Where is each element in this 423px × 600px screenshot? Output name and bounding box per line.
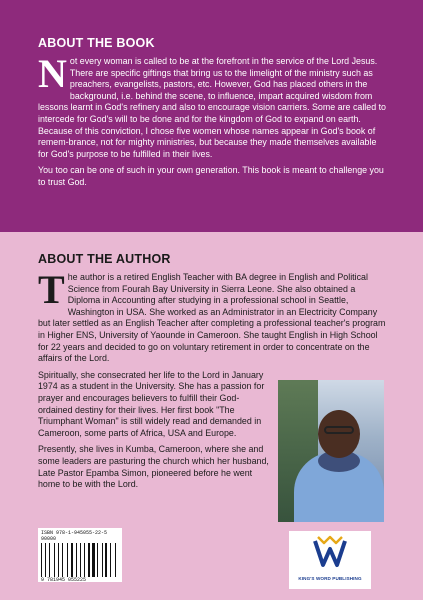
barcode-bar [82, 543, 83, 577]
barcode-bar [99, 543, 101, 577]
author-photo [278, 380, 384, 522]
barcode-bar [69, 543, 70, 577]
barcode-bar [96, 543, 97, 577]
barcode-bar [85, 543, 87, 577]
barcode-bar [49, 543, 50, 577]
publisher-name: KING'S WORD PUBLISHING [298, 576, 362, 581]
about-book-paragraph-1 [38, 51, 389, 160]
barcode-bar [71, 543, 73, 577]
about-book-paragraph-2: You too can be one of such in your own generation. This book is meant to challenge you to trust God. [38, 165, 384, 187]
barcode-bar [92, 543, 94, 577]
barcode-bar [74, 543, 75, 577]
barcode-bar [108, 543, 109, 577]
barcode-bar [62, 543, 64, 577]
barcode-bar [115, 543, 116, 577]
about-book-section [0, 0, 423, 232]
barcode-bar [84, 543, 85, 577]
kings-word-logo-icon [311, 535, 349, 569]
barcode-bar [47, 543, 48, 577]
about-book-text-1: ot every woman is called to be at the forefront in the service of the Lord Jesus. There are specific giftings that bring us to the limelight of the ministry such as preachers, evangelists, pastors, etc. However, God has placed others in the background, i.e. behind the scene, to influence, impart acquired wisdom from lessons learnt in God's refinery and also to encourage vision carriers. Some are called to intercede for God's will to be done and for the kingdom of God to expand on earth. Because of this conviction, I chose five women whose names appear in God's book of remem-brance, not for mighty ministries, but because they made themselves available for God's purpose to be fulfilled in their lives. [38, 56, 386, 159]
barcode-bar [97, 543, 98, 577]
barcode-bar [111, 543, 113, 577]
barcode-bar [110, 543, 111, 577]
barcode-bar [91, 543, 92, 577]
ean-text: 9 781945 055225 [41, 577, 87, 583]
barcode-bar [67, 543, 68, 577]
barcode-bar [41, 543, 42, 577]
about-author-paragraph-3: Presently, she lives in Kumba, Cameroon, where she and some leaders are pasturing the church which her husband, Late Pastor Epamba Simon, pioneered before he went home to be with the Lord. [38, 444, 269, 490]
isbn-text: ISBN 978-1-945055-22-5 90000 [41, 530, 108, 542]
drop-cap: N [38, 51, 67, 96]
barcode-bar [58, 543, 59, 577]
barcode-bars [41, 543, 119, 577]
about-author-text-1: he author is a retired English Teacher with BA degree in English and Political Science from Fourah Bay University in Sierra Leone. She also obtained a Diploma in Accounting after studying in a professional school in Seattle, Washington in USA. She worked as an Administrator in an Electricity Company but later settled as an English Teacher after completing a professional teacher's program in Higher ENS, University of Yaounde in Cameroon. She taught English in High School for 22 years and decided to go on voluntary retirement in order to concentrate on the affairs of the Lord. [38, 272, 386, 364]
barcode-bar [105, 543, 107, 577]
about-author-paragraph-1 [38, 267, 389, 365]
about-author-paragraph-2: Spiritually, she consecrated her life to the Lord in January 1974 as a student in the University. She has a passion for prayer and encourages believers to fulfill their God-ordained destiny for their lives. Her first book "The Triumphant Woman" is still widely read and demanded in Cameroon, some parts of Africa, USA and Europe. [38, 369, 265, 438]
barcode-bar [54, 543, 55, 577]
barcode-bar [76, 543, 77, 577]
isbn-barcode [38, 528, 122, 582]
publisher-logo [289, 531, 371, 589]
barcode-bar [88, 543, 90, 577]
barcode-bar [51, 543, 53, 577]
barcode-bar [64, 543, 66, 577]
barcode-bar [56, 543, 58, 577]
barcode-bar [104, 543, 105, 577]
barcode-bar [102, 543, 103, 577]
drop-cap: T [38, 267, 65, 312]
about-author-heading: ABOUT THE AUTHOR [38, 252, 171, 266]
barcode-bar [80, 543, 81, 577]
barcode-bar [117, 543, 119, 577]
barcode-bar [45, 543, 47, 577]
barcode-bar [43, 543, 44, 577]
about-book-heading: ABOUT THE BOOK [38, 36, 155, 50]
barcode-bar [78, 543, 80, 577]
barcode-bar [60, 543, 61, 577]
